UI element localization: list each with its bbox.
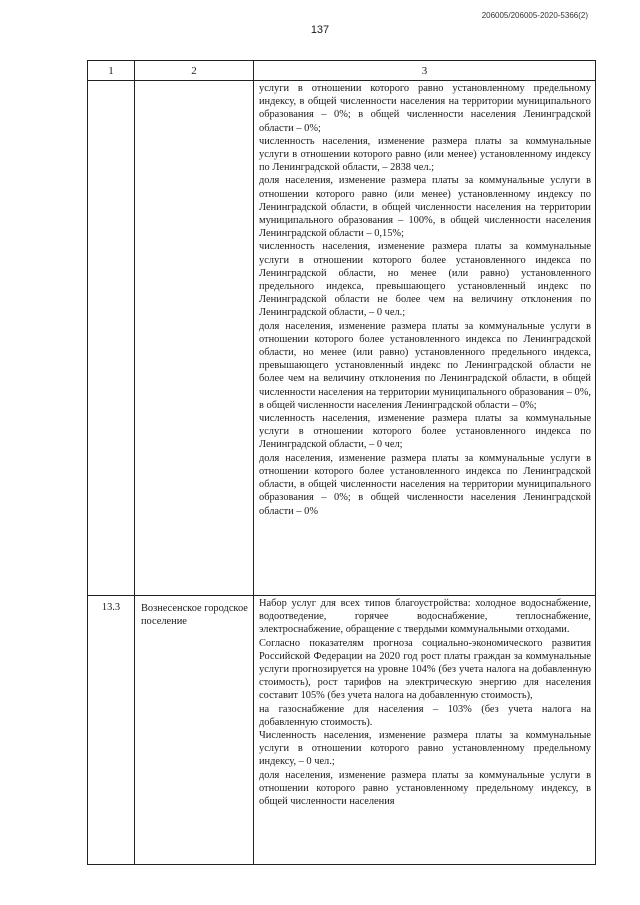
- row-description-cell: [254, 596, 596, 865]
- description-paragraph: численность населения, изменение размера платы за коммунальные услуги в отношении которого более установленного индекса по Ленинградской области, – 0 чел;: [259, 413, 591, 451]
- column-header-3: 3: [254, 61, 596, 81]
- description-paragraph: доля населения, изменение размера платы за коммунальные услуги в отношении которого равно установленному предельному индексу, в общей численности населения: [259, 769, 591, 808]
- row-name-cell: [135, 596, 254, 865]
- row-name: Вознесенское городское поселение: [141, 603, 248, 628]
- document-table: [87, 60, 596, 865]
- row-number: 13.3: [101, 602, 121, 613]
- row-description-cell: [254, 81, 596, 596]
- description-paragraph: Численность населения, изменение размера платы за коммунальные услуги в отношении которого равно установленному предельному индексу, – 0 чел.;: [259, 730, 591, 768]
- table-row: [88, 596, 596, 865]
- column-header-1: 1: [88, 61, 135, 81]
- row-name-cell: [135, 81, 254, 596]
- row-name: [135, 81, 253, 87]
- description-paragraph: доля населения, изменение размера платы за коммунальные услуги в отношении которого более установленного индекса по Ленинградской области, в общей численности населения на территории муниципального образования – 0%; в общей численности населения Ленинградской области – 0%: [259, 452, 591, 517]
- row-description: [254, 596, 595, 808]
- description-paragraph: доля населения, изменение размера платы за коммунальные услуги в отношении которого равно (или менее) установленному индексу по Ленинградской области, в общей численности населения на территории муниципального образования – 100%, в общей численности населения Ленинградской области – 0,15%;: [259, 175, 591, 240]
- table-header-row: [88, 61, 596, 81]
- description-paragraph: Набор услуг для всех типов благоустройства: холодное водоснабжение, водоотведение, горячее водоснабжение, теплоснабжение, электроснабжение, обращение с твердыми коммунальными отходами.: [259, 598, 591, 636]
- page-number: 137: [310, 24, 330, 36]
- description-paragraph: доля населения, изменение размера платы за коммунальные услуги в отношении которого более установленного индекса по Ленинградской области, но менее (или равно) установленного предельного индекса, превышающего установленный индекс по Ленинградской области не более чем на величину отклонения по Ленинградской области, в общей численности населения на территории муниципального образования – 0%, в общей численности населения Ленинградской области – 0%;: [259, 320, 591, 411]
- description-paragraph: услуги в отношении которого равно установленному предельному индексу, в общей численности населения на территории муниципального образования – 0%; в общей численности населения Ленинградской области – 0%;: [259, 83, 591, 134]
- row-number-cell: [88, 81, 135, 596]
- row-number-cell: [88, 596, 135, 865]
- description-paragraph: численность населения, изменение размера платы за коммунальные услуги в отношении которого равно (или менее) установленному индексу по Ленинградской области, – 2838 чел.;: [259, 135, 591, 174]
- description-paragraph: Согласно показателям прогноза социально-экономического развития Российской Федерации на 2020 год рост платы граждан за коммунальные услуги прогнозируется на уровне 104% (без учета налога на добавленную стоимость), рост тарифов на электрическую энергию для населения составит 105% (без учета налога на добавленную стоимость),: [259, 637, 591, 702]
- description-paragraph: на газоснабжение для населения – 103% (без учета налога на добавленную стоимость).: [259, 703, 591, 728]
- row-number: [88, 81, 134, 87]
- row-description: [254, 81, 595, 518]
- document-code: 206005/206005-2020-5366(2): [481, 11, 588, 20]
- table-row: [88, 81, 596, 596]
- column-header-2: 2: [135, 61, 254, 81]
- description-paragraph: численность населения, изменение размера платы за коммунальные услуги в отношении которого более установленного индекса по Ленинградской области, но менее (или равно) установленного предельного индекса, превышающего установленный индекс по Ленинградской области не более чем на величину отклонения по Ленинградской области, – 0 чел.;: [259, 241, 591, 319]
